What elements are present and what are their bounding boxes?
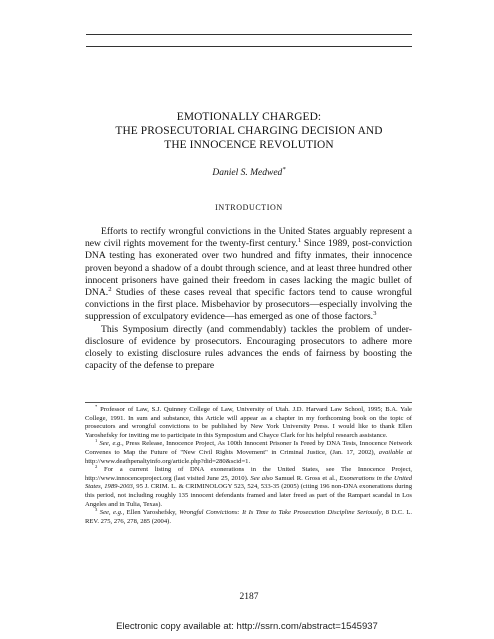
footnote-2: $^2$ For a current listing of DNA exonerations in the United States, see The Innocence Project, http://www.innocenceproject.org (last visited June 25, 2010). See also Samuel R. Gross et al., Exonerations in the United States, 1989-2003, 95 J. CRIM. L. & CRIMINOLOGY 523, 524, 533-35 (2005) (citing 196 non-DNA exonerations during this period, not including roughly 135 innocent defendants framed and later freed as part of the Rampart scandal in Los Angeles and in Tulia, Texas). — [85, 463, 412, 508]
header-rule-second — [86, 46, 412, 47]
footnote-rule — [85, 402, 412, 403]
footnote-ref-1: 1 — [297, 237, 302, 245]
ssrn-banner: Electronic copy available at: http://ssrn.com/abstract=1545937 — [116, 621, 378, 632]
page-number: 2187 — [239, 592, 259, 602]
author-byline — [80, 165, 418, 178]
header-rule-top — [86, 34, 412, 35]
title-line-1: EMOTIONALLY CHARGED: — [176, 111, 322, 123]
footnote-ref-3: 3 — [373, 310, 377, 318]
footnote-star: * Professor of Law, S.J. Quinney College of Law, University of Utah. J.D. Harvard Law School, 1995; B.A. Yale College, 1991. In sum and substance, this Article will appear as a chapter in my forthcoming book on the topic of prosecutors and wrongful convictions to be published by New York University Press. I would like to thank Ellen Yaroshefsky for inviting me to participate in this Symposium and Chayce Clark for his helpful research assistance. — [85, 403, 412, 439]
section-heading: INTRODUCTION — [215, 203, 283, 212]
article-title — [80, 110, 418, 152]
article-body — [85, 226, 412, 372]
footnote-1: $^1$ See, e.g., Press Release, Innocence Project, As 100th Innocent Prisoner Is Freed by DNA Tests, Innocence Network Convenes to Map the Future of "New Civil Rights Movement" in Criminal Justice, (Jan. 17, 2002), available at http://www.deathpenaltyinfo.org/article.php?did=280&scid=1. — [85, 438, 412, 465]
title-line-2: THE PROSECUTORIAL CHARGING DECISION AND — [115, 125, 383, 137]
title-line-3: THE INNOCENCE REVOLUTION — [164, 139, 334, 151]
author-name: Daniel S. Medwed — [212, 168, 283, 178]
body-paragraph-1: Efforts to rectify wrongful convictions in the United States arguably represent a new civil rights movement for the twenty-first century.$^1$ Since 1989, post-conviction DNA testing has exonerated over two hundred and fifty inmates, their innocence proven beyond a shadow of a doubt through science, and at least three hundred other innocent prisoners have gained their freedom in cases lacking the magic bullet of DNA.$^2$ Studies of these cases reveal that specific factors tend to cause wrongful convictions in the first place. Misbehavior by prosecutors—especially involving the suppression of exculpatory evidence—has emerged as one of those factors.$^3$ — [85, 226, 412, 323]
footnotes — [85, 403, 412, 526]
footnote-3: $^3$ See, e.g., Ellen Yaroshefsky, Wrongful Convictions: It Is Time to Take Prosecution Discipline Seriously, 8 D.C. L. REV. 275, 276, 278, 285 (2004). — [85, 506, 412, 525]
author-footnote-mark: * — [282, 165, 286, 173]
body-paragraph-2: This Symposium directly (and commendably) tackles the problem of under-disclosure of evidence by prosecutors. Encouraging prosecutors to adhere more closely to existing disclosure rules advances the ends of fairness by boosting the capacity of the defense to prepare — [85, 323, 412, 372]
footnote-ref-2: 2 — [108, 285, 112, 293]
